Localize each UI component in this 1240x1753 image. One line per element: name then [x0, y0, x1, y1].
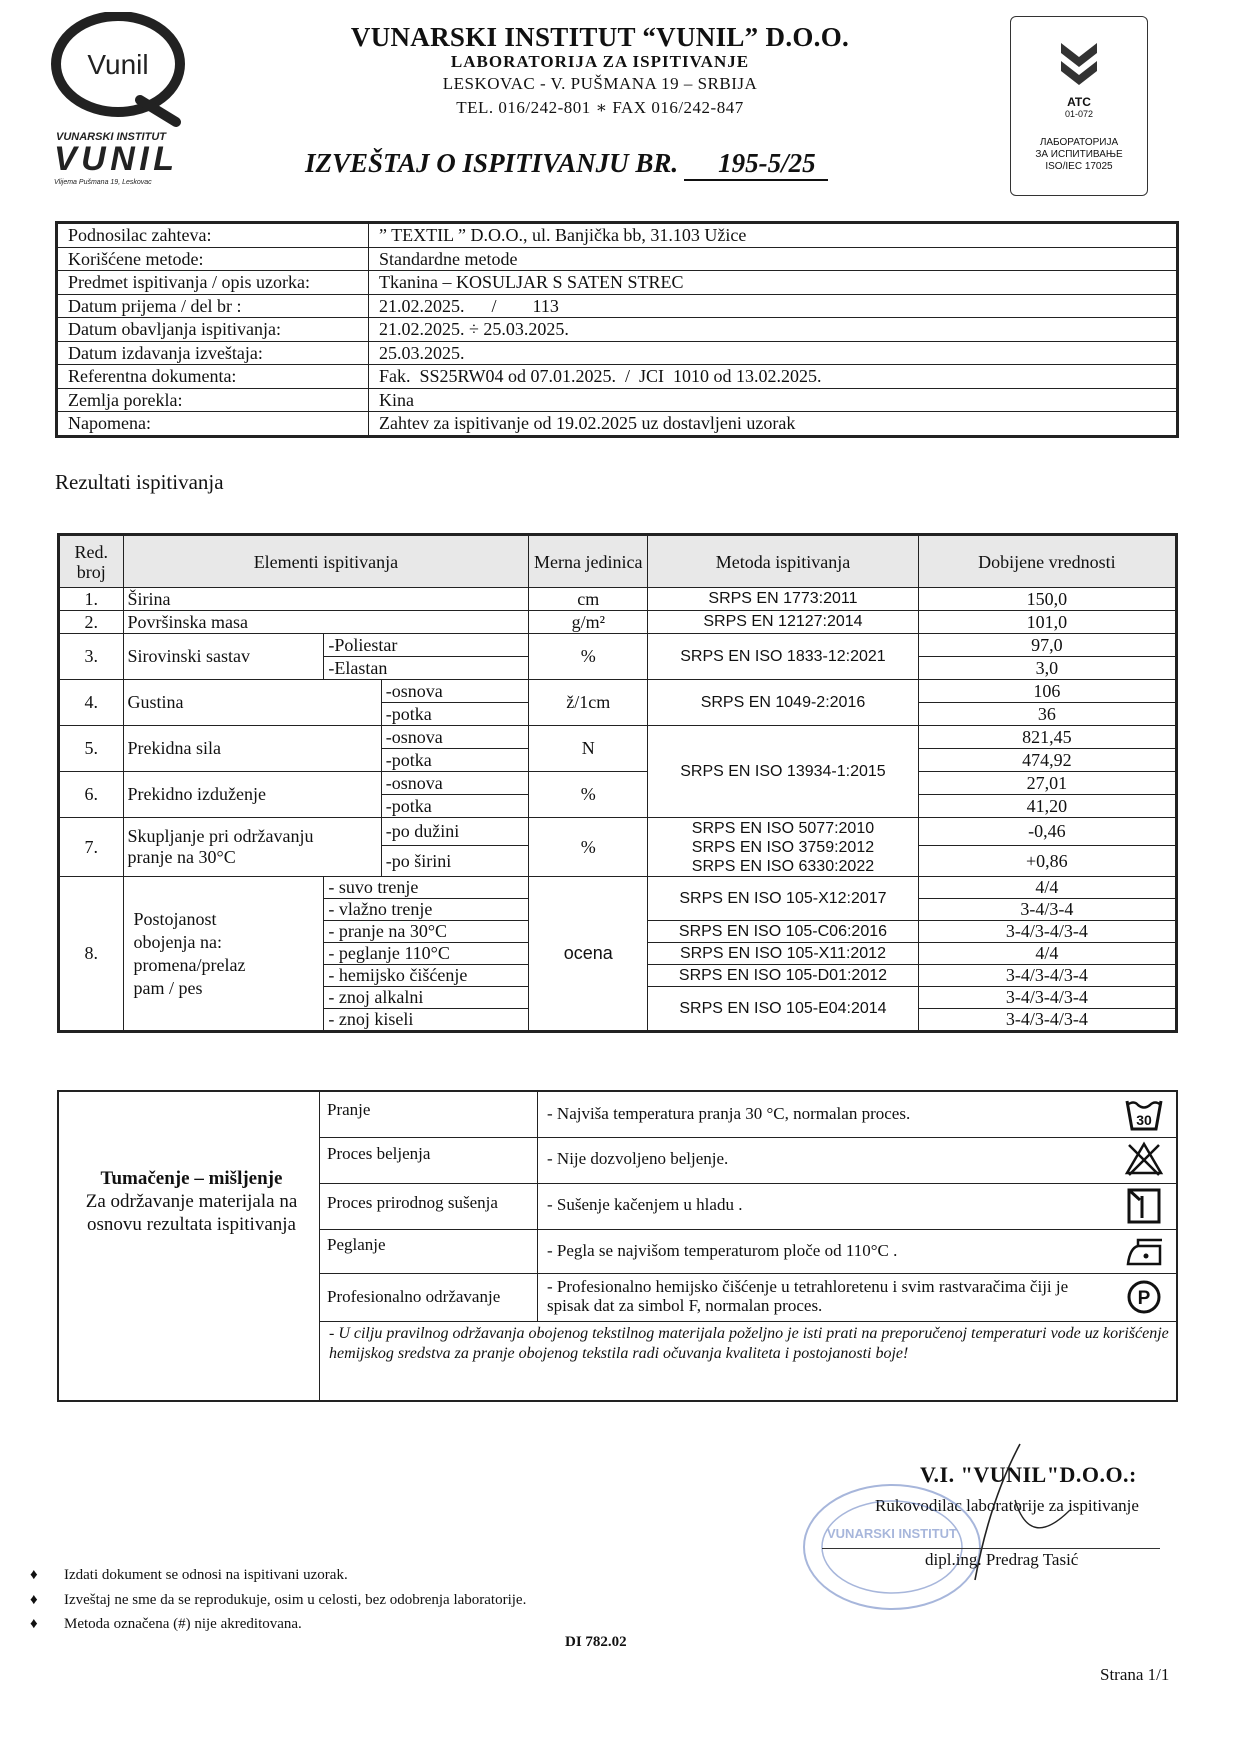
unit: %	[529, 818, 648, 877]
wash-30-icon	[1124, 1097, 1164, 1133]
element-name-line2: obojenja na:	[133, 931, 223, 952]
table-row	[60, 634, 1176, 657]
institute-address: LESKOVAC - V. PUŠMANA 19 – SRBIJA	[442, 74, 758, 93]
element-name-line4: pam / pes	[133, 977, 203, 998]
info-label: Referentna dokumenta:	[58, 365, 369, 389]
company-signature-title: V.I. "VUNIL"D.O.O.:	[920, 1462, 1137, 1487]
results-table	[57, 533, 1178, 1033]
element-name-line3: promena/prelaz	[133, 954, 246, 975]
care-note: - U cilju pravilnog održavanja obojenog tekstilnog materijala poželjno je isti prati na preporučenoj temperaturi vode uz korišćenje hemijskog sredstva za pranje obojenog tekstila radi očuvanja kvaliteta i postojanosti boje!	[329, 1325, 1169, 1362]
table-row	[60, 772, 1176, 795]
value: 3-4/3-4/3-4	[918, 921, 1175, 943]
results-heading: Rezultati ispitivanja	[55, 470, 224, 494]
element-name-line1: Postojanost	[133, 908, 217, 929]
info-label: Datum prijema / del br :	[58, 294, 369, 318]
row-number: 3.	[60, 634, 124, 680]
value: 3,0	[918, 657, 1175, 680]
method-line2: SRPS EN ISO 3759:2012	[691, 838, 875, 856]
info-row	[58, 412, 1177, 436]
method: SRPS EN 12127:2014	[648, 611, 919, 634]
header-method: Metoda ispitivanja	[648, 536, 919, 588]
value: 474,92	[918, 749, 1175, 772]
footer-note: ♦ Metoda označena (#) nije akreditovana.	[30, 1616, 302, 1632]
page-number: Strana 1/1	[1100, 1665, 1170, 1684]
unit: g/m²	[529, 611, 648, 634]
sub-element: -Elastan	[324, 657, 529, 680]
atc-text-2: ЗА ИСПИТИВАЊЕ	[1035, 149, 1123, 160]
info-value: Fak. SS25RW04 od 07.01.2025. / JCI 1010 od 13.02.2025.	[369, 365, 1177, 389]
table-row	[60, 726, 1176, 749]
sub-element: -Poliestar	[324, 634, 529, 657]
document-code: DI 782.02	[565, 1634, 627, 1650]
care-label: Pranje	[327, 1100, 371, 1119]
value: 4/4	[918, 877, 1175, 899]
info-row	[58, 247, 1177, 271]
dry-clean-letter: P	[1137, 1288, 1151, 1309]
value: +0,86	[918, 846, 1175, 877]
value: 97,0	[918, 634, 1175, 657]
logo-main-text: VUNIL	[54, 140, 174, 178]
sub-element: - hemijsko čišćenje	[324, 965, 529, 987]
info-row	[58, 341, 1177, 365]
element-name	[123, 877, 324, 1031]
report-title	[305, 148, 828, 181]
info-value: 25.03.2025.	[369, 341, 1177, 365]
method: SRPS EN ISO 105-X12:2017	[648, 877, 919, 921]
method: SRPS EN ISO 105-D01:2012	[648, 965, 919, 987]
value: 36	[918, 703, 1175, 726]
care-label: Proces prirodnog sušenja	[327, 1193, 498, 1212]
info-row	[58, 318, 1177, 342]
sub-element: -po dužini	[381, 818, 529, 846]
unit: ocena	[529, 877, 648, 1031]
row-number: 5.	[60, 726, 124, 772]
table-row	[60, 680, 1176, 703]
row-number: 1.	[60, 588, 124, 611]
value: 150,0	[918, 588, 1175, 611]
sub-element: -potka	[381, 703, 529, 726]
info-row	[58, 365, 1177, 389]
info-row	[58, 388, 1177, 412]
method: SRPS EN ISO 105-X11:2012	[648, 943, 919, 965]
method: SRPS EN ISO 105-E04:2014	[648, 987, 919, 1031]
method: SRPS EN ISO 1833-12:2021	[648, 634, 919, 680]
footer-note-text: Izveštaj ne sme da se reprodukuje, osim u celosti, bez odobrenja laboratorije.	[64, 1592, 527, 1608]
value: 3-4/3-4/3-4	[918, 987, 1175, 1009]
method: SRPS EN 1773:2011	[648, 588, 919, 611]
unit: %	[529, 634, 648, 680]
stamp-text: VUNARSKI INSTITUT	[827, 1526, 957, 1541]
care-row-washing	[319, 1092, 1176, 1138]
care-row-ironing	[319, 1229, 1176, 1274]
sub-element: - suvo trenje	[324, 877, 529, 899]
header-no: Red. broj	[60, 536, 124, 588]
method: SRPS EN 1049-2:2016	[648, 680, 919, 726]
atc-text-3: ISO/IEC 17025	[1045, 161, 1113, 172]
care-row-professional	[319, 1273, 1176, 1322]
unit: N	[529, 726, 648, 772]
signatory-role: Rukovodilac laboratorije za ispitivanje	[875, 1496, 1139, 1515]
value: 3-4/3-4	[918, 899, 1175, 921]
row-number: 6.	[60, 772, 124, 818]
info-label: Napomena:	[58, 412, 369, 436]
logo-q-text: Vunil	[87, 49, 149, 80]
value: 821,45	[918, 726, 1175, 749]
line-dry-shade-icon	[1124, 1188, 1164, 1224]
info-label: Predmet ispitivanja / opis uzorka:	[58, 271, 369, 295]
sub-element: - znoj alkalni	[324, 987, 529, 1009]
dry-clean-p-icon	[1124, 1279, 1164, 1315]
info-label: Datum obavljanja ispitivanja:	[58, 318, 369, 342]
info-label: Korišćene metode:	[58, 247, 369, 271]
table-row	[60, 877, 1176, 899]
care-instructions	[57, 1090, 1178, 1402]
request-info-table	[55, 221, 1179, 438]
institute-phone: TEL. 016/242-801 ∗ FAX 016/242-847	[456, 98, 744, 117]
sub-element: -potka	[381, 749, 529, 772]
value: -0,46	[918, 818, 1175, 846]
element-name	[123, 818, 381, 877]
care-opinion	[69, 1167, 314, 1236]
logo-address-text: Vlijema Pušmana 19, Leskovac	[54, 179, 152, 186]
care-value: - Profesionalno hemijsko čišćenje u tetrahloretenu i svim rastvaračima čiji je spisak dat za simbol F, normalan proces.	[547, 1277, 1069, 1315]
info-value: Tkanina – KOSULJAR S SATEN STREC	[369, 271, 1177, 295]
atc-code: 01-072	[1064, 109, 1094, 119]
unit: ž/1cm	[529, 680, 648, 726]
footer-note: ♦ Izveštaj ne sme da se reprodukuje, osim u celosti, bez odobrenja laboratorije.	[30, 1592, 527, 1608]
footer-note-text: Izdati dokument se odnosi na ispitivani uzorak.	[64, 1567, 348, 1583]
laboratory-name: LABORATORIJA ZA ISPITIVANJE	[450, 52, 750, 71]
row-number: 2.	[60, 611, 124, 634]
care-row-drying	[319, 1183, 1176, 1230]
method-line1: SRPS EN ISO 5077:2010	[691, 819, 875, 837]
care-title: Tumačenje – mišljenje	[100, 1168, 283, 1189]
care-value: - Pegla se najvišom temperaturom ploče od 110°C .	[547, 1241, 898, 1260]
info-value: 21.02.2025. ÷ 25.03.2025.	[369, 318, 1177, 342]
info-label: Podnosilac zahteva:	[58, 224, 369, 248]
unit: cm	[529, 588, 648, 611]
header-value: Dobijene vrednosti	[918, 536, 1175, 588]
care-subtitle: Za održavanje materijala na osnovu rezultata ispitivanja	[85, 1191, 298, 1235]
sub-element: - peglanje 110°C	[324, 943, 529, 965]
value: 27,01	[918, 772, 1175, 795]
method-line3: SRPS EN ISO 6330:2022	[691, 857, 875, 875]
info-label: Datum izdavanja izveštaja:	[58, 341, 369, 365]
atc-text-1: ЛАБОРАТОРИЈА	[1039, 137, 1119, 148]
element-name-line2: pranje na 30°C	[127, 847, 236, 867]
info-value: ” TEXTIL ” D.O.O., ul. Banjička bb, 31.103 Užice	[369, 224, 1177, 248]
header-unit: Merna jedinica	[529, 536, 648, 588]
method: SRPS EN ISO 13934-1:2015	[648, 726, 919, 818]
logo-top-text: VUNARSKI INSTITUT	[56, 131, 166, 143]
table-row	[60, 611, 1176, 634]
element-name: Prekidna sila	[123, 726, 381, 772]
sub-element: -potka	[381, 795, 529, 818]
value: 3-4/3-4/3-4	[918, 1009, 1175, 1031]
no-bleach-icon	[1124, 1141, 1164, 1177]
signature-line	[822, 1548, 1160, 1549]
vunil-logo	[48, 12, 198, 187]
row-number: 4.	[60, 680, 124, 726]
care-value: - Nije dozvoljeno beljenje.	[547, 1149, 729, 1168]
value: 106	[918, 680, 1175, 703]
sub-element: - pranje na 30°C	[324, 921, 529, 943]
element-name-line1: Skupljanje pri održavanju	[127, 826, 314, 846]
institute-name: VUNARSKI INSTITUT “VUNIL” D.O.O.	[350, 22, 850, 52]
info-row	[58, 224, 1177, 248]
report-number: 195-5/25	[684, 148, 828, 181]
table-row	[60, 818, 1176, 846]
info-row	[58, 294, 1177, 318]
value: 41,20	[918, 795, 1175, 818]
value: 3-4/3-4/3-4	[918, 965, 1175, 987]
atc-title: ATC	[1067, 95, 1091, 109]
method	[648, 818, 919, 877]
info-value: Standardne metode	[369, 247, 1177, 271]
element-name: Gustina	[123, 680, 381, 726]
info-row	[58, 271, 1177, 295]
care-label: Peglanje	[327, 1235, 386, 1254]
atc-mark-icon	[1057, 37, 1101, 93]
signatory-name: dipl.ing. Predrag Tasić	[925, 1550, 1079, 1569]
report-label: IZVEŠTAJ O ISPITIVANJU BR.	[305, 148, 679, 178]
sub-element: -po širini	[381, 846, 529, 877]
sub-element: - znoj kiseli	[324, 1009, 529, 1031]
results-header-row	[60, 536, 1176, 588]
info-value: Kina	[369, 388, 1177, 412]
info-value: Zahtev za ispitivanje od 19.02.2025 uz dostavljeni uzorak	[369, 412, 1177, 436]
info-label: Zemlja porekla:	[58, 388, 369, 412]
wash-temp-text: 30	[1136, 1112, 1152, 1128]
sub-element: -osnova	[381, 726, 529, 749]
element-name: Širina	[123, 588, 529, 611]
element-name: Površinska masa	[123, 611, 529, 634]
sub-element: - vlažno trenje	[324, 899, 529, 921]
table-row	[60, 588, 1176, 611]
unit: %	[529, 772, 648, 818]
care-label: Profesionalno održavanje	[327, 1287, 501, 1306]
value: 4/4	[918, 943, 1175, 965]
sub-element: -osnova	[381, 772, 529, 795]
iron-low-icon	[1124, 1234, 1164, 1270]
care-opinion-cell	[59, 1092, 320, 1400]
value: 101,0	[918, 611, 1175, 634]
care-label: Proces beljenja	[327, 1144, 431, 1163]
sub-element: -osnova	[381, 680, 529, 703]
footer-note-text: Metoda označena (#) nije akreditovana.	[64, 1616, 302, 1632]
footer-note: ♦ Izdati dokument se odnosi na ispitivani uzorak.	[30, 1567, 348, 1583]
header-element: Elementi ispitivanja	[123, 536, 529, 588]
care-value: - Najviša temperatura pranja 30 °C, normalan proces.	[547, 1104, 911, 1123]
info-value: 21.02.2025. / 113	[369, 294, 1177, 318]
care-row-bleaching	[319, 1137, 1176, 1184]
accreditation-badge	[1010, 16, 1148, 196]
care-value: - Sušenje kačenjem u hladu .	[547, 1195, 743, 1214]
row-number: 7.	[60, 818, 124, 877]
row-number: 8.	[60, 877, 124, 1031]
method: SRPS EN ISO 105-C06:2016	[648, 921, 919, 943]
element-name: Sirovinski sastav	[123, 634, 324, 680]
element-name: Prekidno izduženje	[123, 772, 381, 818]
